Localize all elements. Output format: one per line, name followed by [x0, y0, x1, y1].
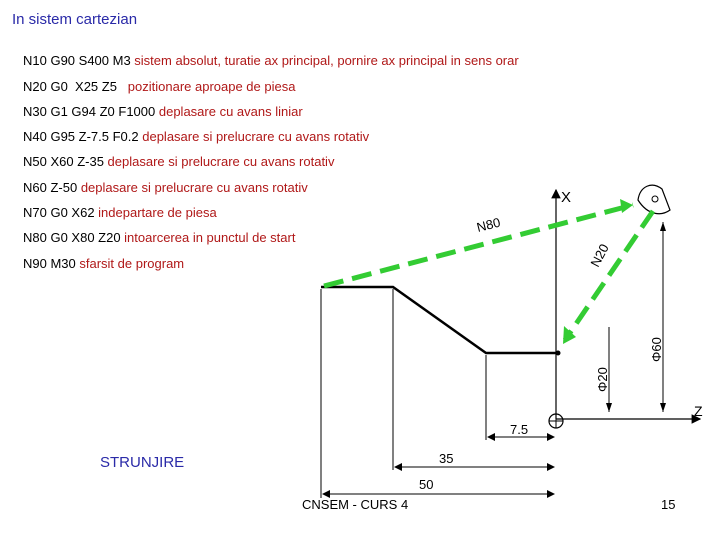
dim-35-label: 35	[439, 451, 454, 466]
program-code: N50 X60 Z-35	[23, 154, 108, 169]
footer-course: CNSEM - CURS 4	[302, 497, 409, 512]
program-code: N80 G0 X80 Z20	[23, 230, 125, 245]
program-code: N30 G1 G94 Z0 F1000	[23, 104, 159, 119]
path-label-n20: N20	[587, 241, 612, 270]
program-comment: deplasare si prelucrare cu avans rotativ	[80, 180, 308, 195]
lathe-tool-icon	[638, 185, 670, 214]
dim-50-label: 50	[419, 477, 434, 492]
program-comment: deplasare si prelucrare cu avans rotativ	[107, 154, 335, 169]
dim-phi20-arrow-bottom	[606, 403, 612, 412]
dim-phi60-arrow-top	[660, 222, 666, 231]
program-code: N90 M30	[23, 256, 80, 271]
toolpath-n20-arrowhead	[563, 326, 576, 344]
z-axis-label: Z	[694, 403, 703, 419]
strunjire-label: STRUNJIRE	[100, 454, 185, 471]
program-comment: deplasare si prelucrare cu avans rotativ	[142, 129, 370, 144]
toolpath-n80-arrowhead	[620, 199, 633, 213]
program-code: N20 G0 X25 Z5	[23, 79, 128, 94]
x-axis-label: X	[561, 189, 572, 206]
path-label-n80: N80	[475, 214, 502, 235]
page-title: In sistem cartezian	[12, 11, 138, 28]
program-code: N10 G90 S400 M3	[23, 53, 135, 68]
program-comment: pozitionare aproape de piesa	[127, 79, 296, 94]
program-comment: sistem absolut, turatie ax principal, pornire ax principal in sens orar	[134, 53, 519, 68]
toolpath-n80	[324, 205, 633, 286]
program-comment: sfarsit de program	[79, 256, 185, 271]
program-comment: deplasare cu avans liniar	[158, 104, 303, 119]
toolpath-n20	[565, 211, 653, 340]
dim-phi60-arrow-bottom	[660, 403, 666, 412]
program-comment: intoarcerea in punctul de start	[124, 230, 296, 245]
program-code: N40 G95 Z-7.5 F0.2	[23, 129, 143, 144]
page-number: 15	[661, 497, 676, 512]
dim-phi20-label: Φ20	[595, 367, 610, 392]
program-code: N70 G0 X62	[23, 205, 99, 220]
program-code: N60 Z-50	[23, 180, 81, 195]
dim-7-5-label: 7.5	[510, 422, 529, 437]
profile-end-point	[556, 351, 561, 356]
origin-icon	[549, 414, 563, 428]
dim-phi60-label: Φ60	[649, 337, 664, 362]
program-comment: indepartare de piesa	[98, 205, 217, 220]
part-profile	[321, 287, 556, 353]
